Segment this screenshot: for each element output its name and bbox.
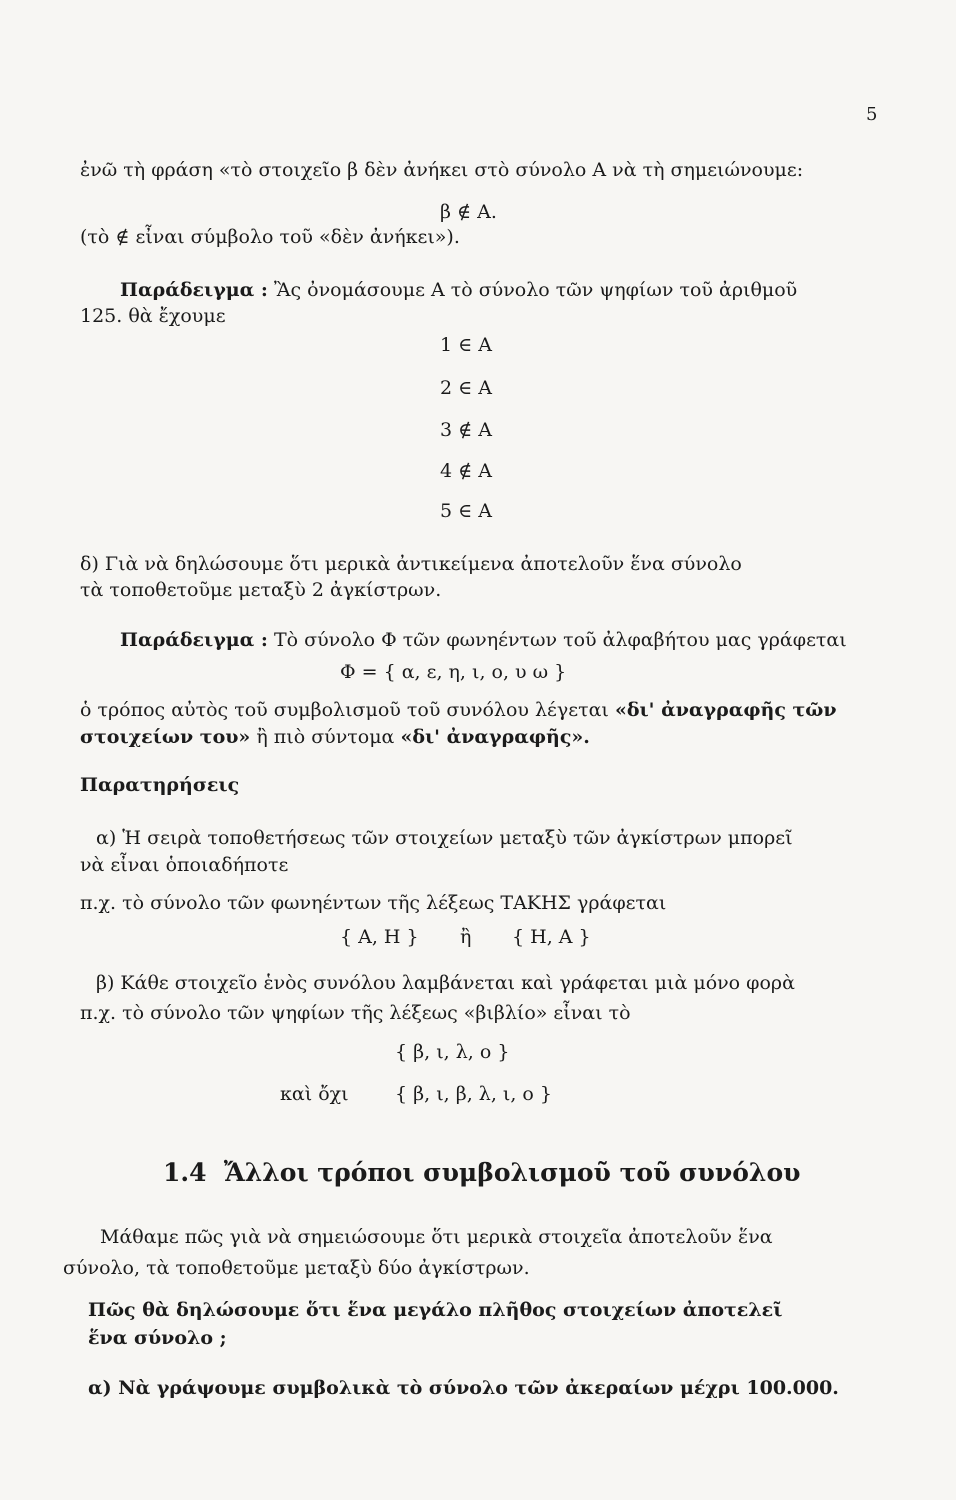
text-line: π.χ. τὸ σύνολο τῶν ψηφίων τῆς λέξεως «βιβλίο» εἶναι τὸ	[80, 1002, 631, 1024]
question-line: α) Νὰ γράψουμε συμβολικὰ τὸ σύνολο τῶν ἀκεραίων μέχρι 100.000.	[88, 1377, 839, 1399]
text-span: ἢ πιὸ σύντομα	[250, 726, 401, 748]
bold-term: «δι' ἀναγραφῆς».	[400, 726, 590, 748]
example-text: Τὸ σύνολο Φ τῶν φωνηέντων τοῦ ἀλφαβήτου μας γράφεται	[273, 629, 847, 651]
page-number: 5	[866, 104, 878, 125]
formula-connector: ἢ	[460, 926, 472, 948]
membership-formula: 4 ∉ Α	[440, 460, 492, 482]
text-line: δ) Γιὰ νὰ δηλώσουμε ὅτι μερικὰ ἀντικείμενα ἀποτελοῦν ἕνα σύνολο	[80, 553, 742, 575]
text-line: τὰ τοποθετοῦμε μεταξὺ 2 ἀγκίστρων.	[80, 579, 442, 601]
example-text: Ἂς ὀνομάσουμε Α τὸ σύνολο τῶν ψηφίων τοῦ ἀριθμοῦ	[273, 279, 798, 301]
text-line: σύνολο, τὰ τοποθετοῦμε μεταξὺ δύο ἀγκίστρων.	[63, 1257, 530, 1279]
bold-term: στοιχείων του»	[80, 726, 251, 748]
text-line: 125. θὰ ἔχουμε	[80, 305, 226, 327]
text-line: π.χ. τὸ σύνολο τῶν φωνηέντων τῆς λέξεως ΤΑΚΗΣ γράφεται	[80, 892, 667, 914]
formula: Φ = { α, ε, η, ι, ο, υ ω }	[340, 661, 567, 683]
text-line: ἐνῶ τὴ φράση «τὸ στοιχεῖο β δὲν ἀνήκει στὸ σύνολο Α νὰ τὴ σημειώνουμε:	[80, 159, 804, 181]
example-label: Παράδειγμα :	[120, 279, 268, 301]
text-line: α) Ἡ σειρὰ τοποθετήσεως τῶν στοιχείων μεταξὺ τῶν ἀγκίστρων μπορεῖ	[96, 827, 793, 849]
formula: { β, ι, β, λ, ι, ο }	[395, 1083, 553, 1105]
text-line: νὰ εἶναι ὁποιαδήποτε	[80, 854, 289, 876]
formula: { β, ι, λ, ο }	[395, 1041, 510, 1063]
text-line: β) Κάθε στοιχεῖο ἑνὸς συνόλου λαμβάνεται καὶ γράφεται μιὰ μόνο φορὰ	[96, 972, 795, 994]
text-line	[80, 725, 590, 749]
membership-formula: 2 ∈ Α	[440, 377, 492, 399]
text-line	[80, 698, 837, 722]
section-heading	[163, 1158, 800, 1187]
text-line: (τὸ ∉ εἶναι σύμβολο τοῦ «δὲν ἀνήκει»).	[80, 226, 460, 248]
text-line: Μάθαμε πῶς γιὰ νὰ σημειώσουμε ὅτι μερικὰ στοιχεῖα ἀποτελοῦν ἕνα	[100, 1226, 773, 1248]
example-line	[120, 278, 797, 302]
formula: β ∉ Α.	[440, 201, 497, 223]
membership-formula: 3 ∉ Α	[440, 419, 492, 441]
formula: { Α, Η }	[340, 926, 419, 948]
example-label: Παράδειγμα :	[120, 629, 268, 651]
question-line: ἕνα σύνολο ;	[88, 1327, 227, 1349]
membership-formula: 5 ∈ Α	[440, 500, 492, 522]
question-line: Πῶς θὰ δηλώσουμε ὅτι ἕνα μεγάλο πλῆθος στοιχείων ἀποτελεῖ	[88, 1299, 783, 1321]
section-number: 1.4	[163, 1158, 207, 1187]
formula: { Η, Α }	[512, 926, 591, 948]
section-title: Ἄλλοι τρόποι συμβολισμοῦ τοῦ συνόλου	[223, 1158, 801, 1187]
example-line	[120, 628, 847, 652]
bold-term: «δι' ἀναγραφῆς τῶν	[614, 699, 837, 721]
membership-formula: 1 ∈ Α	[440, 334, 492, 356]
text-span: ὁ τρόπος αὐτὸς τοῦ συμβολισμοῦ τοῦ συνόλου λέγεται	[80, 699, 615, 721]
remarks-heading: Παρατηρήσεις	[80, 774, 240, 796]
formula-connector: καὶ ὄχι	[280, 1083, 349, 1105]
